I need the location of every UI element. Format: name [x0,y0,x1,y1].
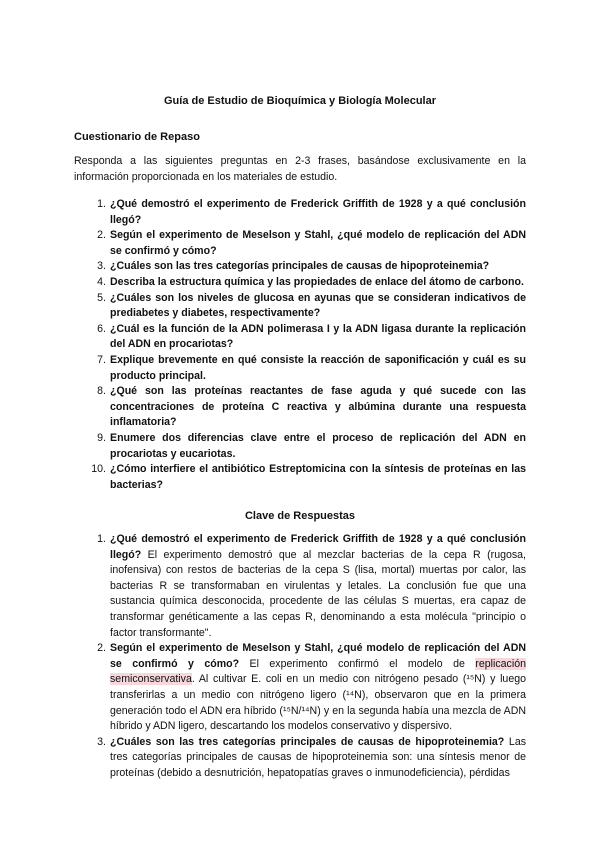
question-number: 1. [97,198,106,210]
answer-text-continued: . Al cultivar E. coli en un medio con nitrógeno pesado (¹⁵N) y luego transferirlas a un medio con nitrógeno ligero (¹⁴N), observaron que en la primera generación todo el ADN era híbrido (¹⁵N/¹⁴N) y en la segunda había una mezcla de ADN híbrido y ADN ligero, descartando los modelos conservativo y dispersivo. [110,673,526,733]
question-text: ¿Qué demostró el experimento de Frederick Griffith de 1928 y a qué conclusión llegó? [110,198,526,226]
question-text: Explique brevemente en qué consiste la reacción de saponificación y cuál es su producto principal. [110,353,526,382]
quiz-heading: Cuestionario de Repaso [74,131,200,143]
question-item [74,197,526,228]
question-item [74,431,526,462]
question-item [74,384,526,431]
answer-question: ¿Qué demostró el experimento de Frederick Griffith de 1928 y a qué conclusión llegó? [110,533,526,561]
question-number: 10. [91,463,106,476]
question-number: 8. [97,385,106,398]
answer-question: ¿Cuáles son las tres categorías principales de causas de hipoproteinemia? [110,735,505,748]
answer-text: El experimento demostró que al mezclar bacterias de la cepa R (rugosa, inofensiva) con restos de bacterias de la cepa S (lisa, mortal) muertas por calor, las bacterias R se transformaban en virulentas y letales. La conclusión fue que una sustancia química desconocida, procedente de las células S muertas, era capaz de transformar genéticamente a las cepas R, denominando a esta molécula "principio o factor transformante". [110,548,526,639]
question-number: 5. [97,291,106,304]
question-item [74,228,526,259]
answer-item [74,735,526,782]
answer-number: 1. [97,533,106,545]
question-number: 9. [97,431,106,444]
answer-number: 2. [97,642,106,655]
question-text: ¿Cuál es la función de la ADN polimerasa I y la ADN ligasa durante la replicación del ADN en procariotas? [110,322,526,351]
answer-number: 3. [97,735,106,748]
answer-item [74,532,526,641]
question-number: 6. [97,322,106,335]
highlighted-term: replicación semiconservativa [110,657,526,686]
question-text: ¿Cuáles son los niveles de glucosa en ayunas que se consideran indicativos de prediabetes y diabetes, respectivamente? [110,291,526,320]
answers-heading: Clave de Respuestas [244,510,356,522]
answer-item [74,641,526,735]
question-item [74,275,526,291]
question-text: Según el experimento de Meselson y Stahl, ¿qué modelo de replicación del ADN se confirmó y cómo? [110,229,526,257]
answer-text: Las tres categorías principales de causas de hipoproteinemia son: una síntesis menor de proteínas (debido a desnutrición, hepatopatías graves o inmunodeficiencia), pérdidas [110,735,527,779]
question-text: ¿Cuáles son las tres categorías principales de causas de hipoproteinemia? [110,260,490,273]
answer-question: Según el experimento de Meselson y Stahl, ¿qué modelo de replicación del ADN se confirmó y cómo? [110,642,526,670]
question-number: 7. [97,353,106,366]
answer-list [74,532,526,782]
question-item [74,322,526,353]
question-text: Enumere dos diferencias clave entre el proceso de replicación del ADN en procariotas y eucariotas. [110,431,526,460]
question-text: ¿Cómo interfiere el antibiótico Estreptomicina con la síntesis de proteínas en las bacterias? [110,463,526,491]
question-item [74,462,526,493]
question-text: ¿Qué son las proteínas reactantes de fase aguda y qué sucede con las concentraciones de proteína C reactiva y albúmina durante una respuesta inflamatoria? [110,385,526,429]
question-number: 3. [97,260,106,273]
answer-text: El experimento confirmó el modelo de [239,657,476,670]
question-number: 4. [97,275,106,288]
question-number: 2. [97,229,106,242]
quiz-instructions: Responda a las siguientes preguntas en 2-3 frases, basándose exclusivamente en la información proporcionada en los materiales de estudio. [74,155,526,183]
question-item [74,353,526,384]
question-item [74,259,526,275]
document-title: Guía de Estudio de Bioquímica y Biología Molecular [164,95,436,107]
question-item [74,291,526,322]
question-text: Describa la estructura química y las propiedades de enlace del átomo de carbono. [110,275,524,288]
question-list [74,197,526,493]
